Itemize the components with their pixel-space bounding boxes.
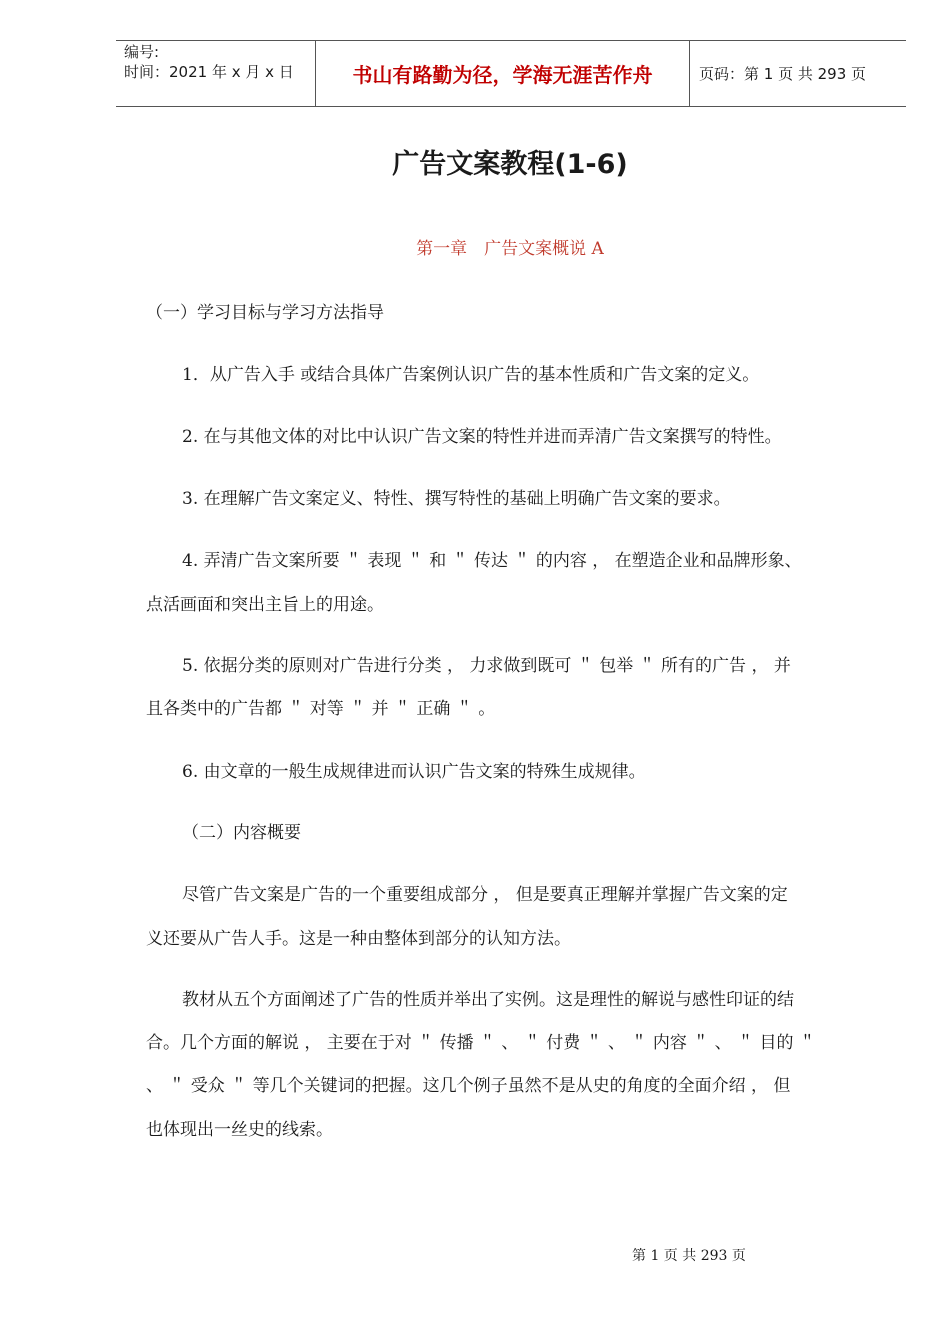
objective-5-line-1: 5. 依据分类的原则对广告进行分类 ， 力求做到既可 ＂ 包举 ＂ 所有的广告 ， 并: [182, 656, 791, 676]
summary-para-2-line-2: 合。几个方面的解说 ， 主要在于对 ＂ 传播 ＂ 、 ＂ 付费 ＂ 、 ＂ 内容 ＂ 、 ＂ 目的 ＂: [146, 1033, 816, 1053]
objective-4-line-1: 4. 弄清广告文案所要 ＂ 表现 ＂ 和 ＂ 传达 ＂ 的内容 ， 在塑造企业和品牌形象、: [182, 551, 802, 571]
section-heading-2: （二）内容概要: [182, 823, 301, 843]
chapter-heading: 第一章 广告文案概说 A: [416, 239, 604, 259]
objective-1: 1．从广告入手 或结合具体广告案例认识广告的基本性质和广告文案的定义。: [182, 365, 760, 385]
header-motto-cell: [316, 41, 690, 106]
objective-3: 3. 在理解广告文案定义、特性、撰写特性的基础上明确广告文案的要求。: [182, 489, 731, 509]
motto-text: 书山有路勤为径，学海无涯苦作舟: [352, 63, 653, 87]
page-header: [116, 40, 906, 107]
time-label: 时间：2021 年 x 月 x 日: [124, 63, 294, 81]
document-title: 广告文案教程(1-6): [392, 149, 628, 180]
objective-6: 6. 由文章的一般生成规律进而认识广告文案的特殊生成规律。: [182, 762, 646, 782]
summary-para-1-line-2: 义还要从广告人手。这是一种由整体到部分的认知方法。: [146, 929, 571, 949]
objective-2: 2. 在与其他文体的对比中认识广告文案的特性并进而弄清广告文案撰写的特性。: [182, 427, 782, 447]
page-footer: 第 1 页 共 293 页: [632, 1248, 746, 1264]
header-page-cell: [690, 41, 906, 106]
objective-5-line-2: 且各类中的广告都 ＂ 对等 ＂ 并 ＂ 正确 ＂ 。: [146, 699, 496, 719]
summary-para-2-line-3: 、 ＂ 受众 ＂ 等几个关键词的把握。这几个例子虽然不是从史的角度的全面介绍 ， 但: [146, 1076, 791, 1096]
summary-para-2-line-1: 教材从五个方面阐述了广告的性质并举出了实例。这是理性的解说与感性印证的结: [182, 990, 794, 1010]
number-label: 编号:: [124, 43, 160, 61]
objective-4-line-2: 点活画面和突出主旨上的用途。: [146, 595, 384, 615]
section-heading-1: （一）学习目标与学习方法指导: [146, 303, 384, 323]
summary-para-1-line-1: 尽管广告文案是广告的一个重要组成部分 ， 但是要真正理解并掌握广告文案的定: [182, 885, 788, 905]
header-meta-cell: [116, 41, 316, 106]
page-label: 页码：第 1 页 共 293 页: [699, 65, 867, 83]
summary-para-2-line-4: 也体现出一丝史的线索。: [146, 1120, 333, 1140]
